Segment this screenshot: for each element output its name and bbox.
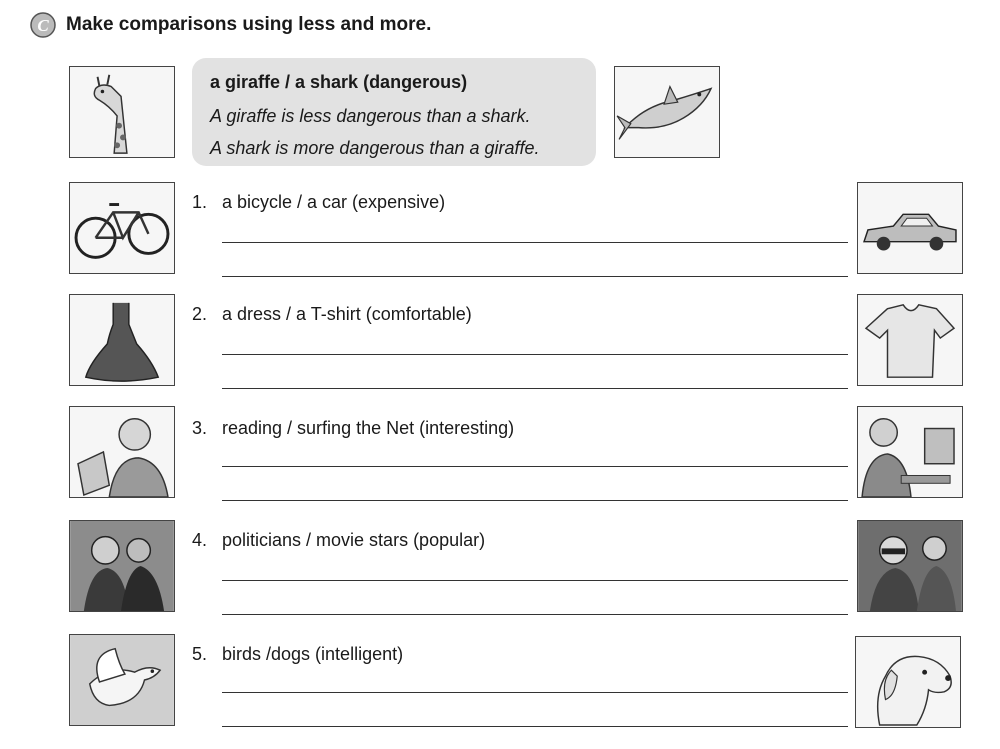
computer-user-picture	[857, 406, 963, 498]
politician-icon	[70, 521, 174, 611]
answer-line-2b[interactable]	[222, 388, 848, 389]
answer-line-4b[interactable]	[222, 614, 848, 615]
bicycle-icon	[70, 183, 174, 273]
t-shirt-picture	[857, 294, 963, 386]
giraffe-picture	[69, 66, 175, 158]
example-sentence-2: A shark is more dangerous than a giraffe.	[210, 138, 540, 158]
bird-picture	[69, 634, 175, 726]
answer-line-2a[interactable]	[222, 354, 848, 355]
answer-line-1a[interactable]	[222, 242, 848, 243]
example-heading: a giraffe / a shark (dangerous)	[210, 72, 468, 92]
answer-line-4a[interactable]	[222, 580, 848, 581]
answer-line-5b[interactable]	[222, 726, 848, 727]
example-sentence-1: A giraffe is less dangerous than a shark.	[210, 106, 531, 126]
bicycle-picture	[69, 182, 175, 274]
movie-stars-icon	[858, 521, 962, 611]
movie-stars-picture	[857, 520, 963, 612]
reading-person-icon	[70, 407, 174, 497]
svg-text:C: C	[37, 16, 49, 35]
answer-line-3b[interactable]	[222, 500, 848, 501]
answer-line-1b[interactable]	[222, 276, 848, 277]
computer-user-icon	[858, 407, 962, 497]
answer-line-5a[interactable]	[222, 692, 848, 693]
item-4-prompt: 4. politicians / movie stars (popular)	[192, 530, 486, 550]
dress-picture	[69, 294, 175, 386]
answer-line-3a[interactable]	[222, 466, 848, 467]
dog-picture	[855, 636, 961, 728]
car-picture	[857, 182, 963, 274]
item-2-prompt: 2. a dress / a T-shirt (comfortable)	[192, 304, 472, 324]
item-3-prompt: 3. reading / surfing the Net (interesting)	[192, 418, 515, 438]
item-5-prompt: 5. birds /dogs (intelligent)	[192, 644, 404, 664]
dog-icon	[856, 637, 960, 727]
exercise-header	[30, 12, 431, 38]
reading-picture	[69, 406, 175, 498]
bird-icon	[70, 635, 174, 725]
politicians-picture	[69, 520, 175, 612]
shark-icon	[615, 67, 719, 157]
section-c-badge-icon	[30, 12, 56, 38]
dress-icon	[70, 295, 174, 385]
exercise-title: Make comparisons using less and more.	[66, 14, 432, 35]
t-shirt-icon	[858, 295, 962, 385]
item-1-prompt: 1. a bicycle / a car (expensive)	[192, 192, 446, 212]
car-icon	[858, 183, 962, 273]
shark-picture	[614, 66, 720, 158]
giraffe-icon	[70, 67, 174, 157]
